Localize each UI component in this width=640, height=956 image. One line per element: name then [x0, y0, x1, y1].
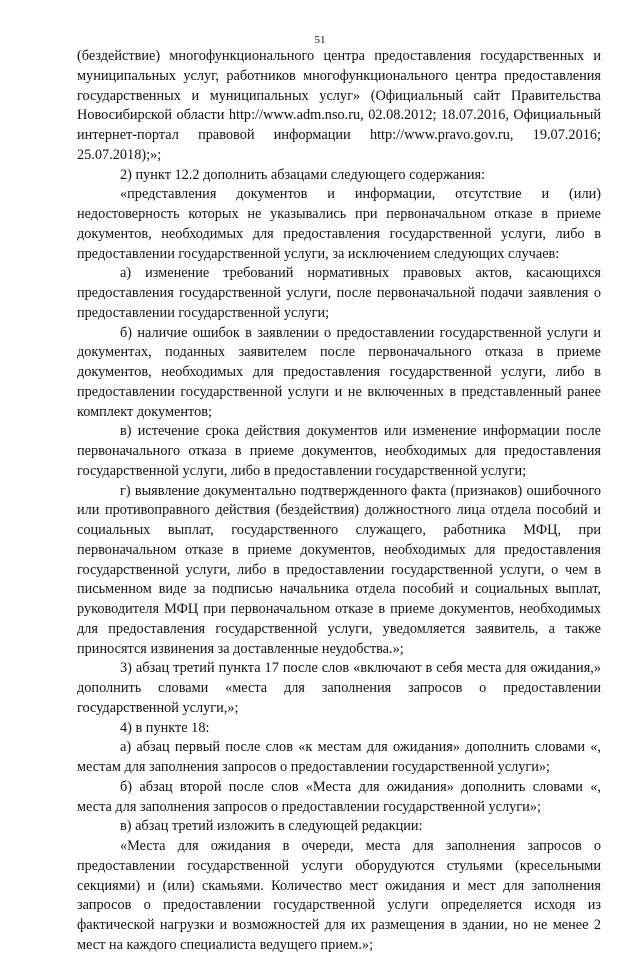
- paragraph: (бездействие) многофункционального центра предоставления государственных и муниципальных услуг, работников многофункционального центра предоставления государственных и муниципальных услуг» (Официальный сайт Правительства Новосибирской области http://www.adm.nso.ru, 02.08.2012; 18.07.2016, Официальный интернет-портал правовой информации http://www.pravo.gov.ru, 19.07.2016; 25.07.2018);»;: [77, 48, 601, 163]
- paragraph: 2) пункт 12.2 дополнить абзацами следующего содержания:: [120, 166, 486, 183]
- document-body: [77, 47, 601, 956]
- paragraph: г) выявление документально подтвержденного факта (признаков) ошибочного или противоправного действия (бездействия) должностного лица отдела пособий и социальных выплат, государственного служащего, работника МФЦ, при первоначальном отказе в приеме документов, необходимых для предоставления государственной услуги, либо в предоставлении государственной услуги, о чем в письменном виде за подписью начальника отдела пособий и социальных выплат, руководителя МФЦ при первоначальном отказе в приеме документов, необходимых для предоставления государственной услуги, уведомляется заявитель, а также приносятся извинения за доставленные неудобства.»;: [77, 482, 601, 657]
- page-number: 51: [314, 34, 326, 46]
- paragraph: 4) в пункте 18:: [120, 719, 210, 736]
- paragraph: в) истечение срока действия документов или изменение информации после первоначального отказа в приеме документов, необходимых для предоставления государственной услуги, либо в предоставлении государственной услуги;: [77, 423, 601, 479]
- paragraph: «Места для ожидания в очереди, места для заполнения запросов о предоставлении государственной услуги оборудуются стульями (кресельными секциями) и (или) скамьями. Количество мест ожидания и мест для заполнения запросов о предоставлении государственной услуги определяется исходя из фактической нагрузки и возможностей для их размещения в здании, но не менее 2 мест на каждого специалиста ведущего прием.»;: [77, 838, 601, 953]
- paragraph: а) абзац первый после слов «к местам для ожидания» дополнить словами «, местам для заполнения запросов о предоставлении государственной услуги»;: [77, 739, 601, 775]
- paragraph: б) наличие ошибок в заявлении о предоставлении государственной услуги и документах, поданных заявителем после первоначального отказа в приеме документов, необходимых для предоставления государственной услуги, либо в предоставлении государственной услуги и не включенных в представленный ранее комплект документов;: [77, 324, 601, 420]
- paragraph: а) изменение требований нормативных правовых актов, касающихся предоставления государственной услуги, после первоначальной подачи заявления о предоставлении государственной услуги;: [77, 265, 601, 321]
- paragraph: б) абзац второй после слов «Места для ожидания» дополнить словами «, места для заполнения запросов о предоставлении государственной услуги»;: [77, 778, 601, 815]
- paragraph: 3) абзац третий пункта 17 после слов «включают в себя места для ожидания,» дополнить словами «места для заполнения запросов о предоставлении государственной услуги,»;: [77, 660, 601, 716]
- paragraph: в) абзац третий изложить в следующей редакции:: [120, 818, 423, 835]
- paragraph: «представления документов и информации, отсутствие и (или) недостоверность которых не указывались при первоначальном отказе в приеме документов, необходимых для предоставления государственной услуги, либо в предоставлении государственной услуги, за исключением следующих случаев:: [77, 186, 601, 262]
